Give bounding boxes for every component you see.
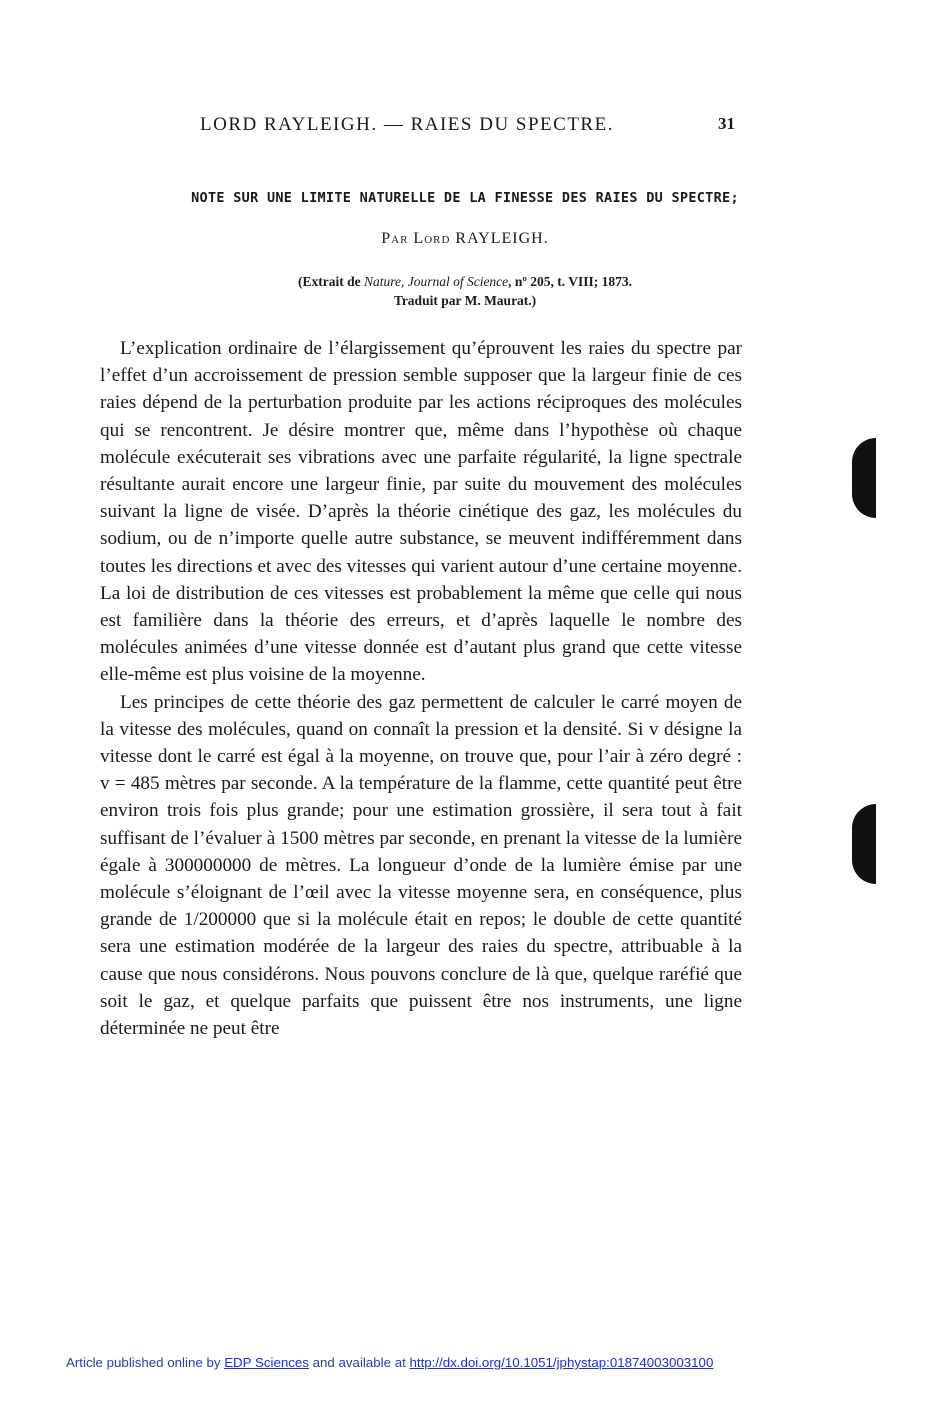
extract-prefix: (Extrait de bbox=[297, 274, 364, 289]
footer-middle: and available at bbox=[308, 1355, 410, 1370]
article-title: NOTE SUR UNE LIMITE NATURELLE DE LA FINESSE DES RAIES DU SPECTRE; bbox=[191, 190, 739, 206]
body-text bbox=[100, 335, 742, 1042]
extract-line-1 bbox=[0, 272, 930, 291]
extract-line-2: Traduit par M. Maurat.) bbox=[393, 293, 537, 308]
running-title: LORD RAYLEIGH. — RAIES DU SPECTRE. bbox=[200, 114, 614, 135]
extract-journal: Nature, Journal of Science bbox=[363, 274, 509, 289]
footer bbox=[66, 1355, 713, 1370]
doi-link[interactable]: http://dx.doi.org/10.1051/jphystap:01874003003100 bbox=[409, 1355, 714, 1370]
publisher-link[interactable]: EDP Sciences bbox=[224, 1355, 309, 1370]
extract-note bbox=[0, 272, 930, 310]
extract-suffix: , nº 205, t. VIII; 1873. bbox=[508, 274, 633, 289]
scan-margin-mark bbox=[852, 438, 876, 518]
author-name: Par Lord RAYLEIGH. bbox=[381, 230, 549, 247]
author-line bbox=[0, 230, 830, 248]
running-head bbox=[0, 114, 930, 138]
scan-margin-mark bbox=[852, 804, 876, 884]
paragraph-1: L’explication ordinaire de l’élargissement qu’éprouvent les raies du spectre par l’effet d’un accroissement de pression semble supposer que la largeur finie de ces raies dépend de la perturbation produite par les actions réciproques des molécules qui se rencontrent. Je désire montrer que, même dans l’hypothèse où chaque molécule exécuterait ses vibrations avec une parfaite régularité, la ligne spectrale résultante aurait encore une largeur finie, par suite du mouvement des molécules suivant la ligne de visée. D’après la théorie cinétique des gaz, les molécules du sodium, ou de n’importe quelle autre substance, se meuvent indifféremment dans toutes les directions et avec des vitesses qui varient autour d’une certaine moyenne. La loi de distribution de ces vitesses est probablement la même que celle qui nous est familière dans la théorie des erreurs, et d’après laquelle le nombre des molécules animées d’une vitesse donnée est d’autant plus grand que cette vitesse elle-même est plus voisine de la moyenne. bbox=[100, 338, 742, 686]
page-number: 31 bbox=[718, 114, 735, 133]
footer-prefix: Article published online by bbox=[66, 1355, 225, 1370]
paragraph-2: Les principes de cette théorie des gaz permettent de calculer le carré moyen de la vitesse des molécules, quand on connaît la pression et la densité. Si v désigne la vitesse dont le carré est égal à la moyenne, on trouve que, pour l’air à zéro degré : v = 485 mètres par seconde. A la température de la flamme, cette quantité peut être environ trois fois plus grande; pour une estimation grossière, il sera tout à fait suffisant de l’évaluer à 1500 mètres par seconde, en prenant la vitesse de la lumière égale à 300000000 de mètres. La longueur d’onde de la lumière émise par une molécule s’éloignant de l’œil avec la vitesse moyenne sera, en conséquence, plus grande de 1/200000 que si la molécule était en repos; le double de cette quantité sera une estimation modérée de la largeur des raies du spectre, attribuable à la cause que nous considérons. Nous pouvons conclure de là que, quelque raréfié que soit le gaz, et quelque parfaits que puissent être nos instruments, une ligne déterminée ne peut être bbox=[100, 691, 742, 1040]
